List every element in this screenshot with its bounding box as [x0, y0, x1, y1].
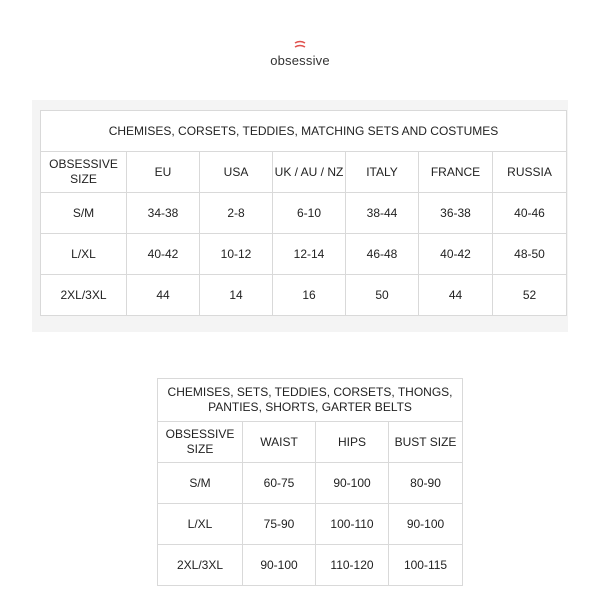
value-cell: 12-14 — [273, 234, 346, 275]
column-header: FRANCE — [419, 152, 493, 193]
chart-title: CHEMISES, SETS, TEDDIES, CORSETS, THONGS, PANTIES, SHORTS, GARTER BELTS — [158, 379, 463, 422]
value-cell: 38-44 — [346, 193, 419, 234]
value-cell: 80-90 — [389, 463, 463, 504]
value-cell: 10-12 — [200, 234, 273, 275]
table-row — [158, 463, 463, 504]
value-cell: 44 — [419, 275, 493, 316]
value-cell: 52 — [493, 275, 567, 316]
table-row — [41, 234, 567, 275]
column-header: RUSSIA — [493, 152, 567, 193]
column-header: EU — [127, 152, 200, 193]
value-cell: 75-90 — [243, 504, 316, 545]
value-cell: 100-115 — [389, 545, 463, 586]
value-cell: 110-120 — [316, 545, 389, 586]
column-header: BUST SIZE — [389, 422, 463, 463]
column-header: UK / AU / NZ — [273, 152, 346, 193]
brand-mark-icon — [294, 40, 306, 50]
value-cell: 40-42 — [419, 234, 493, 275]
value-cell: 6-10 — [273, 193, 346, 234]
chart-title: CHEMISES, CORSETS, TEDDIES, MATCHING SETS AND COSTUMES — [41, 111, 567, 152]
brand-name: obsessive — [270, 53, 330, 68]
value-cell: 90-100 — [389, 504, 463, 545]
table-row — [158, 504, 463, 545]
column-header: HIPS — [316, 422, 389, 463]
size-chart-measurements — [157, 378, 463, 586]
table-row — [41, 193, 567, 234]
column-header: USA — [200, 152, 273, 193]
table-row — [158, 545, 463, 586]
value-cell: 46-48 — [346, 234, 419, 275]
size-cell: L/XL — [158, 504, 243, 545]
value-cell: 90-100 — [243, 545, 316, 586]
size-cell: S/M — [41, 193, 127, 234]
size-cell: L/XL — [41, 234, 127, 275]
column-header: ITALY — [346, 152, 419, 193]
value-cell: 100-110 — [316, 504, 389, 545]
column-header: OBSESSIVE SIZE — [41, 152, 127, 193]
value-cell: 48-50 — [493, 234, 567, 275]
brand-logo — [0, 40, 600, 70]
value-cell: 90-100 — [316, 463, 389, 504]
value-cell: 60-75 — [243, 463, 316, 504]
value-cell: 44 — [127, 275, 200, 316]
value-cell: 16 — [273, 275, 346, 316]
column-header: OBSESSIVE SIZE — [158, 422, 243, 463]
value-cell: 14 — [200, 275, 273, 316]
size-cell: 2XL/3XL — [41, 275, 127, 316]
column-header: WAIST — [243, 422, 316, 463]
size-chart-international — [40, 110, 567, 316]
value-cell: 36-38 — [419, 193, 493, 234]
size-cell: S/M — [158, 463, 243, 504]
table-row — [41, 275, 567, 316]
value-cell: 2-8 — [200, 193, 273, 234]
value-cell: 34-38 — [127, 193, 200, 234]
header-row — [158, 422, 463, 463]
value-cell: 40-42 — [127, 234, 200, 275]
value-cell: 50 — [346, 275, 419, 316]
size-cell: 2XL/3XL — [158, 545, 243, 586]
value-cell: 40-46 — [493, 193, 567, 234]
header-row — [41, 152, 567, 193]
